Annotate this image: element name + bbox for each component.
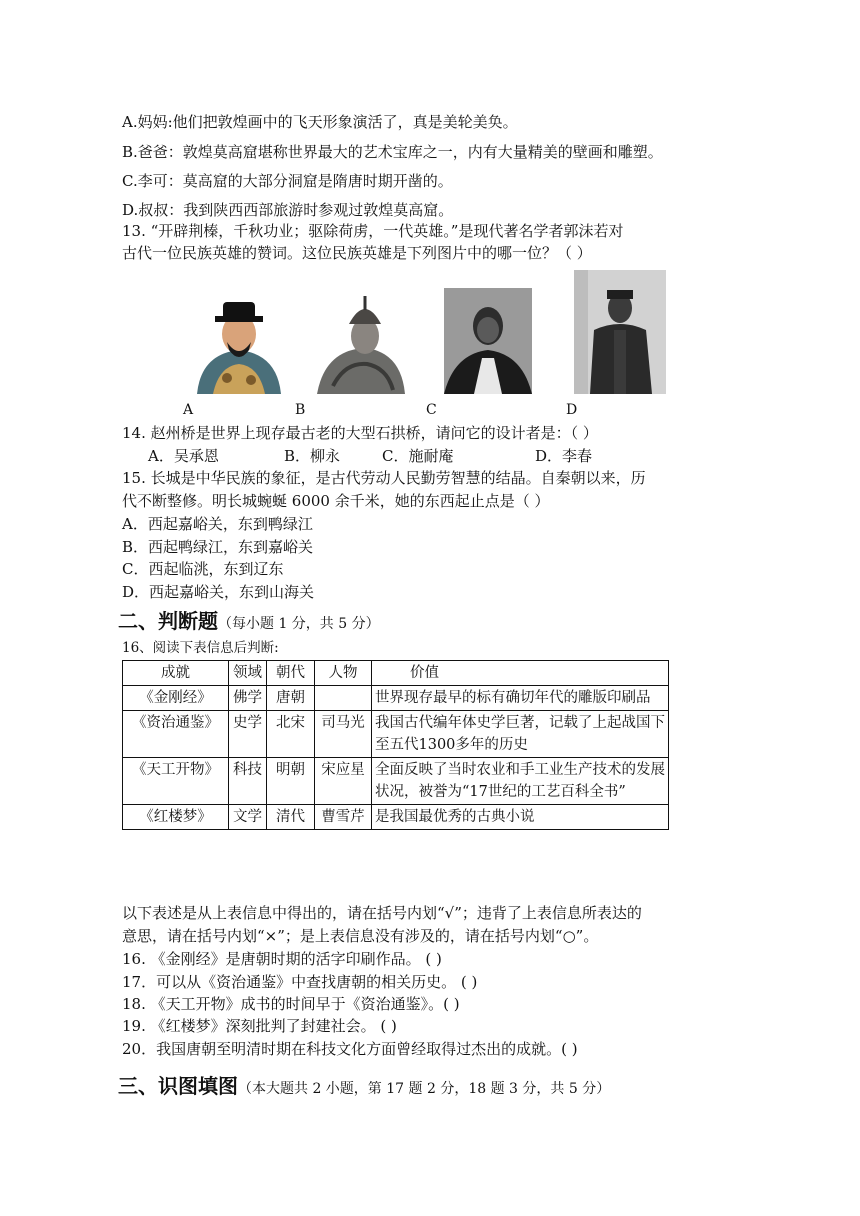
table-header-cell: 领域 <box>229 661 267 686</box>
achievements-table <box>122 660 669 830</box>
portrait-label-a: A <box>183 402 194 418</box>
q14-option-b: B．柳永 <box>284 447 341 465</box>
table-row <box>123 686 669 711</box>
table-header-cell: 成就 <box>123 661 229 686</box>
portrait-d-image <box>574 270 666 394</box>
judge-intro-line2: 意思，请在括号内划“×”；是上表信息没有涉及的，请在括号内划“○”。 <box>122 927 599 945</box>
section3-note: （本大题共 2 小题，第 17 题 2 分，18 题 3 分，共 5 分） <box>238 1081 611 1097</box>
q15-stem-line1: 15. 长城是中华民族的象征，是古代劳动人民勤劳智慧的结晶。自秦朝以来，历 <box>122 469 646 487</box>
table-cell-dynasty: 明朝 <box>267 758 315 805</box>
table-row <box>123 805 669 830</box>
q15-option-a: A．西起嘉峪关，东到鸭绿江 <box>122 515 313 533</box>
table-cell-person <box>315 686 372 711</box>
table-cell-value: 我国古代编年体史学巨著，记载了上起战国下至五代1300多年的历史 <box>372 711 669 758</box>
judge-item-18: 18. 《天工开物》成书的时间早于《资治通鉴》。( ) <box>122 995 460 1013</box>
q15-option-b: B．西起鸭绿江，东到嘉峪关 <box>122 538 314 556</box>
q12-option-d: D.叔叔：我到陕西西部旅游时参观过敦煌莫高窟。 <box>122 201 454 219</box>
table-cell-value: 世界现存最早的标有确切年代的雕版印刷品 <box>372 686 669 711</box>
table-header-cell: 价值 <box>372 661 669 686</box>
portrait-b-image <box>315 290 407 394</box>
table-cell-value: 是我国最优秀的古典小说 <box>372 805 669 830</box>
table-header-cell: 人物 <box>315 661 372 686</box>
q12-option-a: A.妈妈:他们把敦煌画中的飞天形象演活了，真是美轮美奂。 <box>122 113 518 131</box>
table-header-cell: 朝代 <box>267 661 315 686</box>
portrait-a-image <box>193 290 285 394</box>
table-cell-person: 宋应星 <box>315 758 372 805</box>
q13-stem-line2: 古代一位民族英雄的赞词。这位民族英雄是下列图片中的哪一位？（ ） <box>122 244 592 262</box>
section3-title: 三、识图填图 <box>118 1074 238 1098</box>
q15-stem-line2: 代不断整修。明长城蜿蜒 6000 余千米，她的东西起止点是（ ） <box>122 492 550 510</box>
table-header-row <box>123 661 669 686</box>
section2-title: 二、判断题 <box>118 609 218 633</box>
q14-option-d: D．李春 <box>535 447 593 465</box>
table-cell-dynasty: 唐朝 <box>267 686 315 711</box>
q14-stem: 14. 赵州桥是世界上现存最古老的大型石拱桥，请问它的设计者是：（ ） <box>122 424 598 442</box>
q13-stem-line1: 13. “开辟荆榛，千秋功业；驱除荷虏，一代英雄。”是现代著名学者郭沫若对 <box>122 222 624 240</box>
table-row <box>123 758 669 805</box>
table-cell-work: 《红楼梦》 <box>123 805 229 830</box>
judge-intro-line1: 以下表述是从上表信息中得出的，请在括号内划“√”；违背了上表信息所表达的 <box>122 904 642 922</box>
portrait-label-d: D <box>566 402 578 418</box>
q12-option-b: B.爸爸：敦煌莫高窟堪称世界最大的艺术宝库之一，内有大量精美的壁画和雕塑。 <box>122 143 663 161</box>
table-cell-work: 《天工开物》 <box>123 758 229 805</box>
judge-item-17: 17．可以从《资治通鉴》中查找唐朝的相关历史。 ( ) <box>122 973 478 991</box>
table-cell-field: 科技 <box>229 758 267 805</box>
table-row <box>123 711 669 758</box>
q14-option-a: A．吴承恩 <box>148 447 219 465</box>
section3-heading <box>118 1070 610 1099</box>
table-cell-work: 《资治通鉴》 <box>123 711 229 758</box>
portrait-label-c: C <box>426 402 437 418</box>
table-cell-field: 史学 <box>229 711 267 758</box>
table-cell-person: 司马光 <box>315 711 372 758</box>
section2-note: （每小题 1 分，共 5 分） <box>218 616 380 632</box>
table-cell-dynasty: 北宋 <box>267 711 315 758</box>
table-cell-dynasty: 清代 <box>267 805 315 830</box>
judge-item-19: 19. 《红楼梦》深刻批判了封建社会。 ( ) <box>122 1017 397 1035</box>
judge-item-16: 16. 《金刚经》是唐朝时期的活字印刷作品。 ( ) <box>122 950 442 968</box>
portrait-c-image <box>444 288 532 394</box>
portrait-label-b: B <box>295 402 306 418</box>
q14-option-c: C．施耐庵 <box>382 447 454 465</box>
judge-item-20: 20．我国唐朝至明清时期在科技文化方面曾经取得过杰出的成就。( ) <box>122 1040 578 1058</box>
section2-heading <box>118 605 380 634</box>
table-cell-field: 佛学 <box>229 686 267 711</box>
q16-intro: 16、阅读下表信息后判断: <box>122 640 279 656</box>
table-cell-work: 《金刚经》 <box>123 686 229 711</box>
table-cell-person: 曹雪芹 <box>315 805 372 830</box>
q15-option-d: D．西起嘉峪关，东到山海关 <box>122 583 315 601</box>
q12-option-c: C.李可：莫高窟的大部分洞窟是隋唐时期开凿的。 <box>122 172 453 190</box>
table-cell-value: 全面反映了当时农业和手工业生产技术的发展状况，被誉为“17世纪的工艺百科全书” <box>372 758 669 805</box>
table-cell-field: 文学 <box>229 805 267 830</box>
q15-option-c: C．西起临洮，东到辽东 <box>122 560 284 578</box>
